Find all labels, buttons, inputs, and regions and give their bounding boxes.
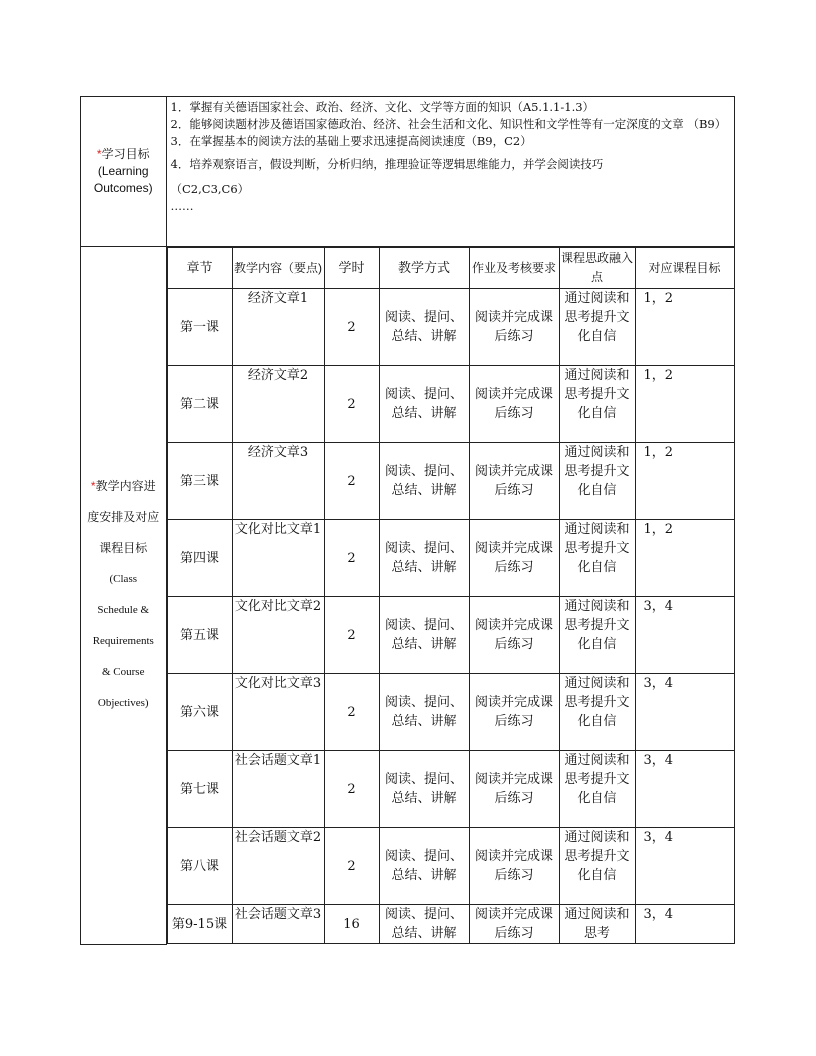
goals-cell: 3，4: [635, 597, 734, 674]
schedule-table: [167, 247, 735, 944]
goals-cell: 3，4: [635, 751, 734, 828]
homework-cell: 阅读并完成课后练习: [469, 674, 559, 751]
ideology-cell: 通过阅读和思考提升文化自信: [559, 443, 635, 520]
chapter-cell: 第八课: [167, 828, 232, 905]
homework-cell: 阅读并完成课后练习: [469, 828, 559, 905]
ideology-cell: 通过阅读和思考提升文化自信: [559, 520, 635, 597]
hours-cell: 2: [324, 366, 379, 443]
hours-cell: 2: [324, 443, 379, 520]
schedule-label-cn-1: 教学内容进: [95, 479, 156, 494]
goals-cell: 1，2: [635, 366, 734, 443]
method-cell: 阅读、提问、总结、讲解: [379, 597, 469, 674]
learning-outcome-item: 1．掌握有关德语国家社会、政治、经济、文化、文学等方面的知识（A5.1.1-1.3）: [170, 100, 595, 114]
content-cell: 社会话题文章2: [232, 828, 324, 905]
goals-cell: 3，4: [635, 905, 734, 944]
hours-cell: 2: [324, 597, 379, 674]
header-method: 教学方式: [379, 248, 469, 289]
required-star: *: [90, 479, 96, 494]
ideology-cell: 通过阅读和思考提升文化自信: [559, 751, 635, 828]
content-cell: 经济文章1: [232, 289, 324, 366]
homework-cell: 阅读并完成课后练习: [469, 289, 559, 366]
hours-cell: 16: [324, 905, 379, 944]
learning-outcome-item: 2．能够阅读题材涉及德语国家德政治、经济、社会生活和文化、知识性和文学性等有一定深度的文章 （B9）: [170, 117, 727, 131]
learning-outcome-item: （C2,C3,C6）: [170, 182, 250, 196]
syllabus-table: [80, 96, 735, 945]
hours-cell: 2: [324, 828, 379, 905]
chapter-cell: 第六课: [167, 674, 232, 751]
chapter-cell: 第三课: [167, 443, 232, 520]
ideology-cell: 通过阅读和思考提升文化自信: [559, 289, 635, 366]
content-cell: 文化对比文章1: [232, 520, 324, 597]
schedule-label-cn-3: 课程目标: [99, 541, 148, 556]
homework-cell: 阅读并完成课后练习: [469, 520, 559, 597]
schedule-header-row: [167, 248, 734, 289]
hours-cell: 2: [324, 520, 379, 597]
header-goals: 对应课程目标: [635, 248, 734, 289]
learning-outcomes-label-en-2: Outcomes): [93, 181, 153, 195]
method-cell: 阅读、提问、总结、讲解: [379, 751, 469, 828]
learning-outcome-item: 4．培养观察语言，假设判断，分析归纳，推理验证等逻辑思维能力，并学会阅读技巧: [170, 157, 604, 171]
ideology-cell: 通过阅读和思考: [559, 905, 635, 944]
method-cell: 阅读、提问、总结、讲解: [379, 674, 469, 751]
learning-outcomes-label: [81, 97, 167, 247]
ideology-cell: 通过阅读和思考提升文化自信: [559, 366, 635, 443]
learning-outcomes-label-en-1: (Learning: [97, 164, 149, 178]
homework-cell: 阅读并完成课后练习: [469, 443, 559, 520]
hours-cell: 2: [324, 751, 379, 828]
schedule-row-item: [167, 597, 734, 674]
schedule-label-en: (Class: [109, 573, 137, 586]
required-star: *: [96, 147, 102, 161]
goals-cell: 1，2: [635, 289, 734, 366]
content-cell: 社会话题文章3: [232, 905, 324, 944]
schedule-label-en: Schedule &: [97, 604, 150, 617]
content-cell: 经济文章2: [232, 366, 324, 443]
method-cell: 阅读、提问、总结、讲解: [379, 905, 469, 944]
schedule-row-item: [167, 751, 734, 828]
schedule-label-en: Objectives): [97, 697, 149, 710]
method-cell: 阅读、提问、总结、讲解: [379, 289, 469, 366]
schedule-row-item: [167, 905, 734, 944]
schedule-row: [81, 247, 735, 945]
header-hours: 学时: [324, 248, 379, 289]
chapter-cell: 第七课: [167, 751, 232, 828]
ideology-cell: 通过阅读和思考提升文化自信: [559, 674, 635, 751]
schedule-label: [81, 247, 167, 945]
schedule-row-item: [167, 520, 734, 597]
homework-cell: 阅读并完成课后练习: [469, 597, 559, 674]
homework-cell: 阅读并完成课后练习: [469, 366, 559, 443]
chapter-cell: 第二课: [167, 366, 232, 443]
learning-outcomes-label-cn: 学习目标: [101, 147, 150, 161]
content-cell: 经济文章3: [232, 443, 324, 520]
content-cell: 社会话题文章1: [232, 751, 324, 828]
schedule-label-en: & Course: [102, 666, 145, 679]
method-cell: 阅读、提问、总结、讲解: [379, 366, 469, 443]
schedule-row-item: [167, 366, 734, 443]
schedule-row-item: [167, 443, 734, 520]
content-cell: 文化对比文章2: [232, 597, 324, 674]
goals-cell: 1，2: [635, 443, 734, 520]
ideology-cell: 通过阅读和思考提升文化自信: [559, 597, 635, 674]
homework-cell: 阅读并完成课后练习: [469, 905, 559, 944]
header-chapter: 章节: [167, 248, 232, 289]
learning-outcomes-row: [81, 97, 735, 247]
schedule-row-item: [167, 674, 734, 751]
ideology-cell: 通过阅读和思考提升文化自信: [559, 828, 635, 905]
schedule-content: [166, 247, 735, 945]
schedule-label-cn-2: 度安排及对应: [87, 510, 160, 525]
learning-outcome-item: 3．在掌握基本的阅读方法的基础上要求迅速提高阅读速度（B9，C2）: [170, 134, 532, 148]
content-cell: 文化对比文章3: [232, 674, 324, 751]
learning-outcome-ellipsis: ……: [170, 199, 194, 213]
method-cell: 阅读、提问、总结、讲解: [379, 443, 469, 520]
schedule-row-item: [167, 828, 734, 905]
chapter-cell: 第五课: [167, 597, 232, 674]
method-cell: 阅读、提问、总结、讲解: [379, 520, 469, 597]
method-cell: 阅读、提问、总结、讲解: [379, 828, 469, 905]
goals-cell: 1，2: [635, 520, 734, 597]
schedule-row-item: [167, 289, 734, 366]
chapter-cell: 第四课: [167, 520, 232, 597]
goals-cell: 3，4: [635, 674, 734, 751]
header-homework: 作业及考核要求: [469, 248, 559, 289]
hours-cell: 2: [324, 674, 379, 751]
header-content: 教学内容（要点): [232, 248, 324, 289]
goals-cell: 3，4: [635, 828, 734, 905]
chapter-cell: 第一课: [167, 289, 232, 366]
learning-outcomes-content: [166, 97, 735, 247]
header-ideology: 课程思政融入点: [559, 248, 635, 289]
hours-cell: 2: [324, 289, 379, 366]
chapter-cell: 第9-15课: [167, 905, 232, 944]
schedule-label-en: Requirements: [92, 635, 154, 648]
homework-cell: 阅读并完成课后练习: [469, 751, 559, 828]
